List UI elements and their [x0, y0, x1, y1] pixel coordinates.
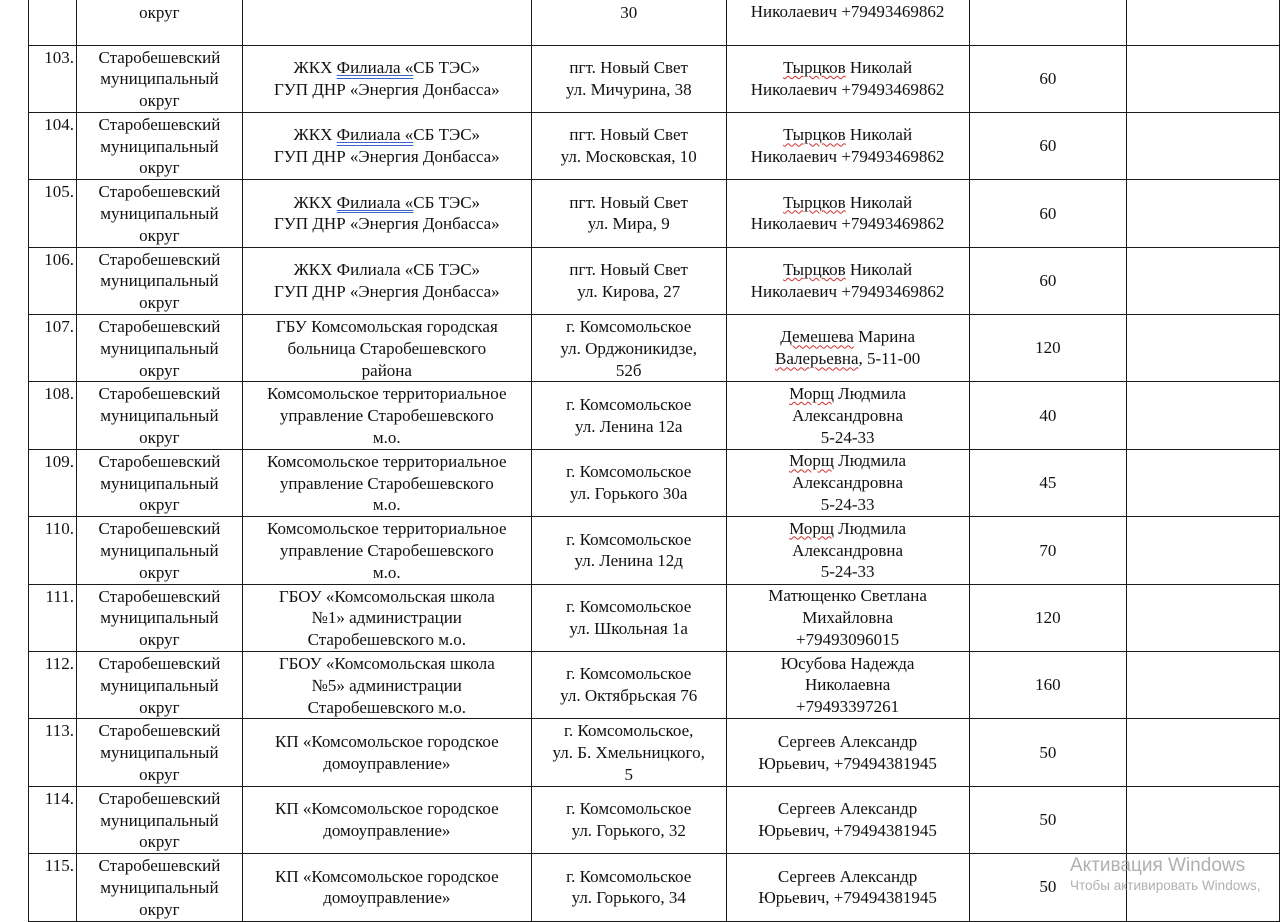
contact-cell	[726, 652, 969, 719]
district-cell	[76, 719, 242, 786]
contact-line: Александровна	[792, 540, 904, 560]
row-number-cell	[29, 786, 77, 853]
organization-line: ЖКХ Филиала «СБ ТЭС»	[293, 57, 481, 77]
organization-line: Комсомольское территориальное	[267, 519, 507, 539]
contact-line: Сергеев Александр	[777, 731, 918, 751]
address-cell	[531, 449, 726, 516]
contact-line: 5-24-33	[820, 427, 875, 447]
contact-line: Николаевич +79493469862	[750, 79, 945, 99]
row-number-cell	[29, 247, 77, 314]
district-line: округ	[139, 630, 180, 650]
contact-line: Тырцков Николай	[783, 57, 913, 77]
empty-cell	[1127, 786, 1280, 853]
empty-cell	[1127, 45, 1280, 112]
district-cell	[76, 112, 242, 179]
row-number-cell	[29, 112, 77, 179]
row-number-cell	[29, 584, 77, 651]
address-line: г. Комсомольское	[566, 462, 692, 482]
contact-cell	[726, 584, 969, 651]
organization-line: ГУП ДНР «Энергия Донбасса»	[273, 214, 500, 234]
contact-cell	[726, 719, 969, 786]
district-line: Старобешевский	[98, 654, 221, 674]
empty-cell	[1127, 854, 1280, 921]
capacity-value: 50	[1039, 742, 1057, 762]
contact-cell	[726, 854, 969, 921]
empty-cell	[1127, 315, 1280, 382]
contact-cell	[726, 449, 969, 516]
district-line: Старобешевский	[98, 182, 221, 202]
row-number: 107.	[44, 317, 74, 337]
organization-line: м.о.	[372, 495, 401, 515]
district-line: муниципальный	[100, 204, 219, 224]
capacity-cell	[969, 247, 1127, 314]
district-cell	[76, 517, 242, 584]
watermark-title: Активация Windows	[1070, 855, 1246, 876]
address-line: г. Комсомольское	[566, 799, 692, 819]
district-line: Старобешевский	[98, 586, 221, 606]
district-line: округ	[139, 293, 180, 313]
address-cell	[531, 247, 726, 314]
district-cell	[76, 449, 242, 516]
address-line: г. Комсомольское	[566, 597, 692, 617]
row-number: 111.	[45, 586, 74, 606]
district-line: Старобешевский	[98, 114, 221, 134]
contact-line: Сергеев Александр	[777, 866, 918, 886]
contact-line: Тырцков Николай	[783, 125, 913, 145]
address-line: ул. Б. Хмельницкого,	[552, 743, 705, 763]
row-number-cell	[29, 180, 77, 247]
contact-line: Тырцков Николай	[783, 192, 913, 212]
district-line: муниципальный	[100, 608, 219, 628]
organization-cell	[242, 517, 531, 584]
organization-cell	[242, 180, 531, 247]
district-line: округ	[139, 562, 180, 582]
organization-line: ГУП ДНР «Энергия Донбасса»	[273, 79, 500, 99]
organization-line: КП «Комсомольское городское	[274, 799, 499, 819]
district-line: округ	[139, 225, 180, 245]
address-line: ул. Октябрьская 76	[560, 686, 698, 706]
contact-cell	[726, 112, 969, 179]
contact-cell	[726, 45, 969, 112]
table-row	[29, 786, 1280, 853]
address-line: г. Комсомольское,	[563, 721, 694, 741]
organization-cell	[242, 652, 531, 719]
organization-cell	[242, 382, 531, 449]
contact-line: Николаевич +79493469862	[750, 281, 945, 301]
address-line: ул. Горького, 34	[571, 888, 686, 908]
contact-line: 5-24-33	[820, 494, 875, 514]
empty-cell	[1127, 247, 1280, 314]
address-cell	[531, 854, 726, 921]
empty-cell	[1127, 112, 1280, 179]
row-number-cell	[29, 854, 77, 921]
table-row	[29, 382, 1280, 449]
organization-cell	[242, 584, 531, 651]
address-line: г. Комсомольское	[566, 317, 692, 337]
row-number: 109.	[44, 451, 74, 471]
address-cell	[531, 315, 726, 382]
address-line: ул. Кирова, 27	[577, 281, 681, 301]
address-cell	[531, 719, 726, 786]
district-line: Старобешевский	[98, 47, 221, 67]
capacity-cell	[969, 180, 1127, 247]
empty-cell	[1127, 180, 1280, 247]
address-cell	[531, 180, 726, 247]
address-line: пгт. Новый Свет	[569, 57, 688, 77]
capacity-cell	[969, 45, 1127, 112]
district-line: округ	[139, 899, 180, 919]
address-cell	[531, 517, 726, 584]
table-row	[29, 315, 1280, 382]
table-body	[29, 0, 1280, 921]
capacity-value: 120	[1035, 338, 1061, 358]
contact-cell	[726, 786, 969, 853]
contact-cell	[726, 247, 969, 314]
contact-line: Николаевна	[804, 675, 891, 695]
contact-line: Николаевич +79493469862	[750, 1, 945, 21]
organization-line: ГБОУ «Комсомольская школа	[278, 586, 495, 606]
district-line: округ	[139, 832, 180, 852]
address-line: ул. Мира, 9	[587, 214, 670, 234]
contact-line: Юрьевич, +79494381945	[758, 820, 937, 840]
row-number: 105.	[44, 182, 74, 202]
address-line: г. Комсомольское	[566, 664, 692, 684]
district-line: муниципальный	[100, 473, 219, 493]
capacity-value: 60	[1039, 136, 1057, 156]
row-number: 113.	[44, 721, 74, 741]
table-row	[29, 247, 1280, 314]
organization-line: ГУП ДНР «Энергия Донбасса»	[273, 281, 500, 301]
address-line: ул. Ленина 12а	[575, 416, 683, 436]
capacity-cell	[969, 854, 1127, 921]
table-row	[29, 112, 1280, 179]
contact-line: Юрьевич, +79494381945	[758, 888, 937, 908]
address-cell	[531, 112, 726, 179]
watermark-subtitle: Чтобы активировать Windows,	[1070, 878, 1261, 893]
district-cell	[76, 0, 242, 45]
organization-line: №5» администрации	[311, 675, 462, 695]
address-line: пгт. Новый Свет	[569, 192, 688, 212]
address-cell	[531, 0, 726, 45]
district-line: Старобешевский	[98, 317, 221, 337]
organization-line: домоуправление»	[323, 820, 451, 840]
organization-line	[243, 0, 531, 2]
address-line: 30	[620, 2, 638, 22]
district-cell	[76, 382, 242, 449]
organization-line: управление Старобешевского	[279, 473, 494, 493]
capacity-value: 50	[1039, 810, 1057, 830]
organization-cell	[242, 449, 531, 516]
organization-line: домоуправление»	[323, 753, 451, 773]
capacity-cell	[969, 719, 1127, 786]
district-line: муниципальный	[100, 406, 219, 426]
district-line: муниципальный	[100, 541, 219, 561]
row-number-cell	[29, 0, 77, 45]
address-line: ул. Орджоникидзе,	[560, 338, 698, 358]
empty-cell	[1127, 584, 1280, 651]
address-line: ул. Ленина 12д	[574, 551, 683, 571]
contact-line: Михайловна	[802, 607, 893, 627]
contact-line: 5-24-33	[820, 562, 875, 582]
row-number-cell	[29, 449, 77, 516]
row-number: 114.	[44, 788, 74, 808]
contact-line: Тырцков Николай	[783, 260, 913, 280]
contact-line: +79493096015	[796, 629, 900, 649]
district-cell	[76, 584, 242, 651]
address-line: г. Комсомольское	[566, 866, 692, 886]
capacity-cell	[969, 652, 1127, 719]
district-cell	[76, 315, 242, 382]
address-line: пгт. Новый Свет	[569, 125, 688, 145]
organization-line: ГБОУ «Комсомольская школа	[278, 654, 495, 674]
address-cell	[531, 45, 726, 112]
empty-cell	[1127, 652, 1280, 719]
organization-line: Старобешевского м.о.	[307, 697, 466, 717]
district-line: округ	[139, 2, 180, 22]
district-cell	[76, 652, 242, 719]
organization-line: управление Старобешевского	[279, 541, 494, 561]
district-line: округ	[139, 697, 180, 717]
contact-cell	[726, 382, 969, 449]
capacity-cell	[969, 112, 1127, 179]
district-line: округ	[139, 158, 180, 178]
district-cell	[76, 45, 242, 112]
district-cell	[76, 247, 242, 314]
row-number: 104.	[44, 114, 74, 134]
row-number: 112.	[44, 654, 74, 674]
district-line: Старобешевский	[98, 384, 221, 404]
organization-line: №1» администрации	[311, 608, 462, 628]
capacity-cell	[969, 0, 1127, 45]
organization-line: ГБУ Комсомольская городская	[275, 317, 498, 337]
organization-line: м.о.	[372, 428, 401, 448]
address-cell	[531, 786, 726, 853]
address-cell	[531, 382, 726, 449]
row-number-cell	[29, 719, 77, 786]
contact-line: Сергеев Александр	[777, 799, 918, 819]
district-line: Старобешевский	[98, 856, 221, 876]
address-line: ул. Школьная 1а	[569, 618, 688, 638]
capacity-cell	[969, 449, 1127, 516]
district-line: муниципальный	[100, 271, 219, 291]
contact-cell	[726, 315, 969, 382]
capacity-value: 60	[1039, 203, 1057, 223]
district-line: муниципальный	[100, 743, 219, 763]
address-cell	[531, 652, 726, 719]
district-line: муниципальный	[100, 338, 219, 358]
contact-line: Александровна	[792, 473, 904, 493]
table-row	[29, 180, 1280, 247]
organization-line: Комсомольское территориальное	[267, 384, 507, 404]
row-number-cell	[29, 45, 77, 112]
capacity-value: 70	[1039, 540, 1057, 560]
organization-line: м.о.	[372, 562, 401, 582]
empty-cell	[1127, 449, 1280, 516]
organization-line: КП «Комсомольское городское	[274, 866, 499, 886]
contact-line: Морщ Людмила	[789, 518, 907, 538]
organization-cell	[242, 45, 531, 112]
district-cell	[76, 854, 242, 921]
organization-cell	[242, 112, 531, 179]
address-line: ул. Горького, 32	[571, 820, 686, 840]
capacity-value: 40	[1039, 405, 1057, 425]
row-number: 110.	[44, 519, 74, 539]
organization-line: управление Старобешевского	[279, 406, 494, 426]
table-row	[29, 584, 1280, 651]
contact-line: Александровна	[792, 405, 904, 425]
capacity-cell	[969, 517, 1127, 584]
empty-cell	[1127, 517, 1280, 584]
capacity-cell	[969, 786, 1127, 853]
contact-line: Матющенко Светлана	[768, 586, 927, 606]
table-row	[29, 854, 1280, 921]
district-line: округ	[139, 428, 180, 448]
organization-line: КП «Комсомольское городское	[274, 731, 499, 751]
address-cell	[531, 584, 726, 651]
organization-line: Комсомольское территориальное	[267, 451, 507, 471]
organization-cell	[242, 0, 531, 45]
district-line: муниципальный	[100, 810, 219, 830]
empty-cell	[1127, 719, 1280, 786]
district-line: Старобешевский	[98, 249, 221, 269]
organization-line: ЖКХ Филиала «СБ ТЭС»	[293, 192, 481, 212]
organization-line: домоуправление»	[323, 888, 451, 908]
district-cell	[76, 180, 242, 247]
district-line: Старобешевский	[98, 451, 221, 471]
capacity-cell	[969, 382, 1127, 449]
organization-line: ГУП ДНР «Энергия Донбасса»	[273, 147, 500, 167]
organization-cell	[242, 854, 531, 921]
capacity-value: 120	[1035, 607, 1061, 627]
table-row	[29, 517, 1280, 584]
district-line: муниципальный	[100, 877, 219, 897]
organization-line: района	[361, 360, 412, 380]
contact-line: Юрьевич, +79494381945	[758, 753, 937, 773]
district-line: Старобешевский	[98, 519, 221, 539]
organization-line: ЖКХ Филиала «СБ ТЭС»	[293, 260, 481, 280]
table-row	[29, 652, 1280, 719]
address-line: пгт. Новый Свет	[569, 260, 688, 280]
contact-line: Морщ Людмила	[789, 383, 907, 403]
address-line: ул. Мичурина, 38	[565, 79, 692, 99]
empty-cell	[1127, 382, 1280, 449]
row-number-cell	[29, 517, 77, 584]
capacity-value: 60	[1039, 68, 1057, 88]
capacity-cell	[969, 315, 1127, 382]
contact-cell	[726, 517, 969, 584]
table-row	[29, 449, 1280, 516]
capacity-value: 45	[1039, 473, 1057, 493]
row-number-cell	[29, 315, 77, 382]
organization-cell	[242, 786, 531, 853]
table-row	[29, 0, 1280, 45]
district-line: Старобешевский	[98, 788, 221, 808]
capacity-value: 50	[1039, 877, 1057, 897]
row-number-cell	[29, 652, 77, 719]
organization-cell	[242, 247, 531, 314]
district-line: муниципальный	[100, 69, 219, 89]
organization-line: Старобешевского м.о.	[307, 630, 466, 650]
organization-line: больница Старобешевского	[287, 338, 487, 358]
table-row	[29, 45, 1280, 112]
contact-line: Валерьевна, 5-11-00	[774, 349, 921, 369]
row-number-cell	[29, 382, 77, 449]
contact-line: Юсубова Надежда	[780, 653, 915, 673]
organization-cell	[242, 315, 531, 382]
organization-cell	[242, 719, 531, 786]
district-cell	[76, 786, 242, 853]
contact-line: +79493397261	[796, 697, 900, 717]
district-line: Старобешевский	[98, 721, 221, 741]
row-number: 108.	[44, 384, 74, 404]
district-line: округ	[139, 360, 180, 380]
address-line: 5	[624, 765, 633, 784]
capacity-value: 160	[1035, 675, 1061, 695]
contact-cell	[726, 180, 969, 247]
address-line: 52б	[615, 360, 642, 380]
row-number: 115.	[44, 856, 74, 876]
organization-line: ЖКХ Филиала «СБ ТЭС»	[293, 125, 481, 145]
row-number: 103.	[44, 47, 74, 67]
contact-cell	[726, 0, 969, 45]
contact-line: Николаевич +79493469862	[750, 214, 945, 234]
district-line: округ	[139, 91, 180, 111]
address-line: г. Комсомольское	[566, 394, 692, 414]
district-line: муниципальный	[100, 675, 219, 695]
row-number: 106.	[44, 249, 74, 269]
address-line: ул. Московская, 10	[560, 147, 697, 167]
address-line: ул. Горького 30а	[569, 484, 688, 504]
empty-cell	[1127, 0, 1280, 45]
contact-line: Демешева Марина	[780, 327, 915, 347]
capacity-value: 60	[1039, 270, 1057, 290]
contact-line: Николаевич +79493469862	[750, 147, 945, 167]
document-table	[28, 0, 1280, 922]
district-line: муниципальный	[100, 136, 219, 156]
district-line: округ	[139, 765, 180, 784]
district-line: округ	[139, 495, 180, 515]
capacity-cell	[969, 584, 1127, 651]
address-line: г. Комсомольское	[566, 529, 692, 549]
table-row	[29, 719, 1280, 786]
contact-line: Морщ Людмила	[789, 451, 907, 471]
